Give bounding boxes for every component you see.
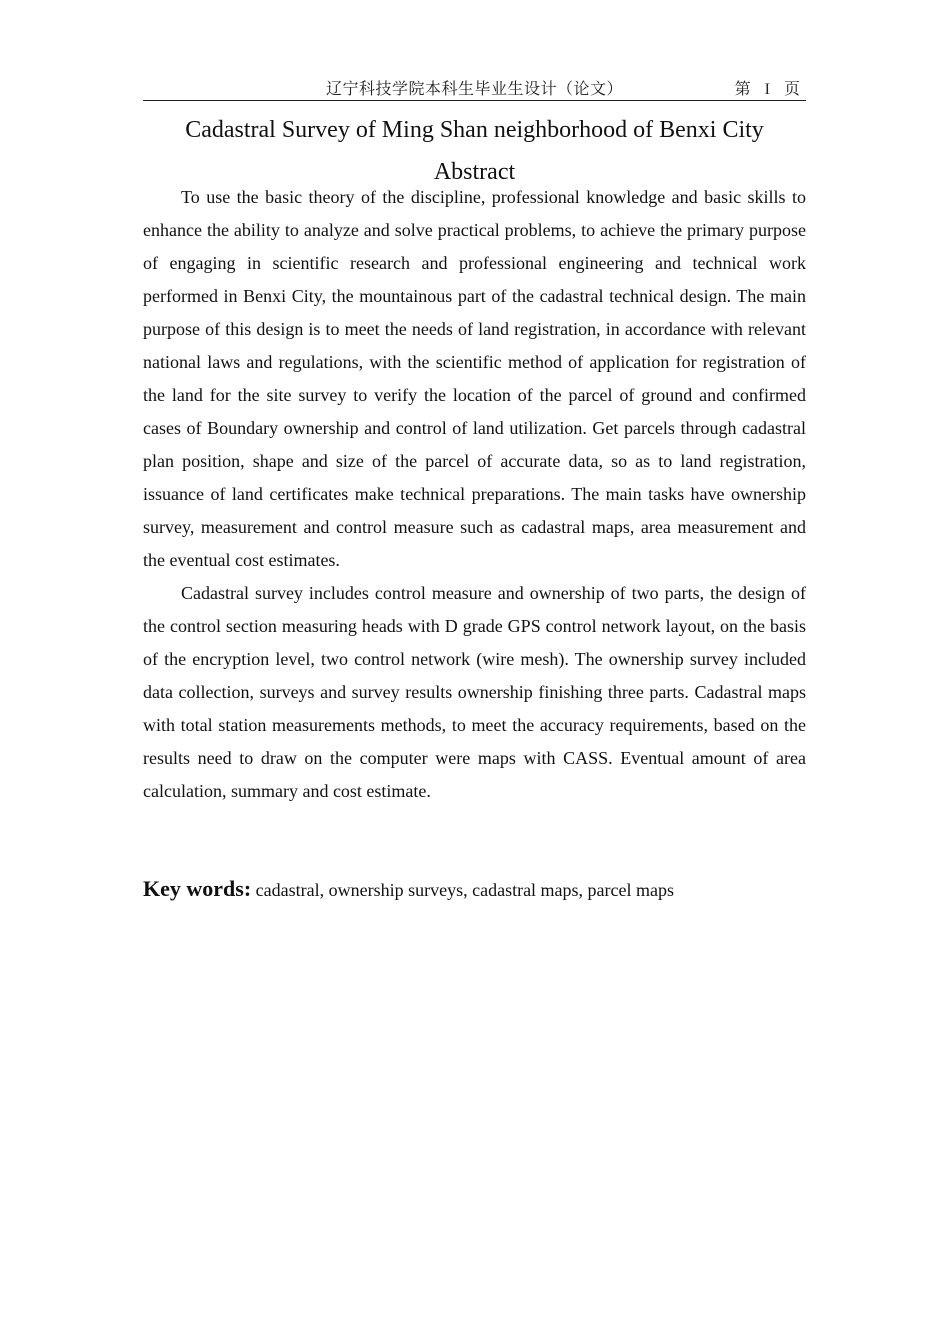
keywords-text: cadastral, ownership surveys, cadastral maps, parcel maps bbox=[255, 880, 675, 900]
abstract-paragraph: To use the basic theory of the discipline, professional knowledge and basic skills to enhance the ability to analyze and solve practical problems, to achieve the primary purpose of engaging in scientific research and professional engineering and technical work performed in Benxi City, the mountainous part of the cadastral technical design. The main purpose of this design is to meet the needs of land registration, in accordance with relevant national laws and regulations, with the scientific method of application for registration of the land for the site survey to verify the location of the parcel of ground and confirmed cases of Boundary ownership and control of land utilization. Get parcels through cadastral plan position, shape and size of the parcel of accurate data, so as to land registration, issuance of land certificates make technical preparations. The main tasks have ownership survey, measurement and control measure such as cadastral maps, area measurement and the eventual cost estimates. bbox=[143, 187, 806, 570]
header-institution-title: 辽宁科技学院本科生毕业生设计（论文） bbox=[325, 79, 623, 98]
page-number: I bbox=[764, 81, 770, 98]
header-page-indicator bbox=[729, 76, 806, 99]
page-suffix: 页 bbox=[783, 79, 800, 98]
abstract-heading: Abstract bbox=[433, 159, 516, 185]
document-title: Cadastral Survey of Ming Shan neighborhood of Benxi City bbox=[185, 117, 764, 143]
page-prefix: 第 bbox=[734, 79, 751, 98]
abstract-body bbox=[143, 181, 806, 808]
keywords-label: Key words: bbox=[143, 876, 252, 901]
keywords-line bbox=[143, 873, 806, 906]
abstract-paragraph: Cadastral survey includes control measure and ownership of two parts, the design of the control section measuring heads with D grade GPS control network layout, on the basis of the encryption level, two control network (wire mesh). The ownership survey included data collection, surveys and survey results ownership finishing three parts. Cadastral maps with total station measurements methods, to meet the accuracy requirements, based on the results need to draw on the computer were maps with CASS. Eventual amount of area calculation, summary and cost estimate. bbox=[143, 583, 806, 801]
page-header bbox=[143, 74, 806, 101]
